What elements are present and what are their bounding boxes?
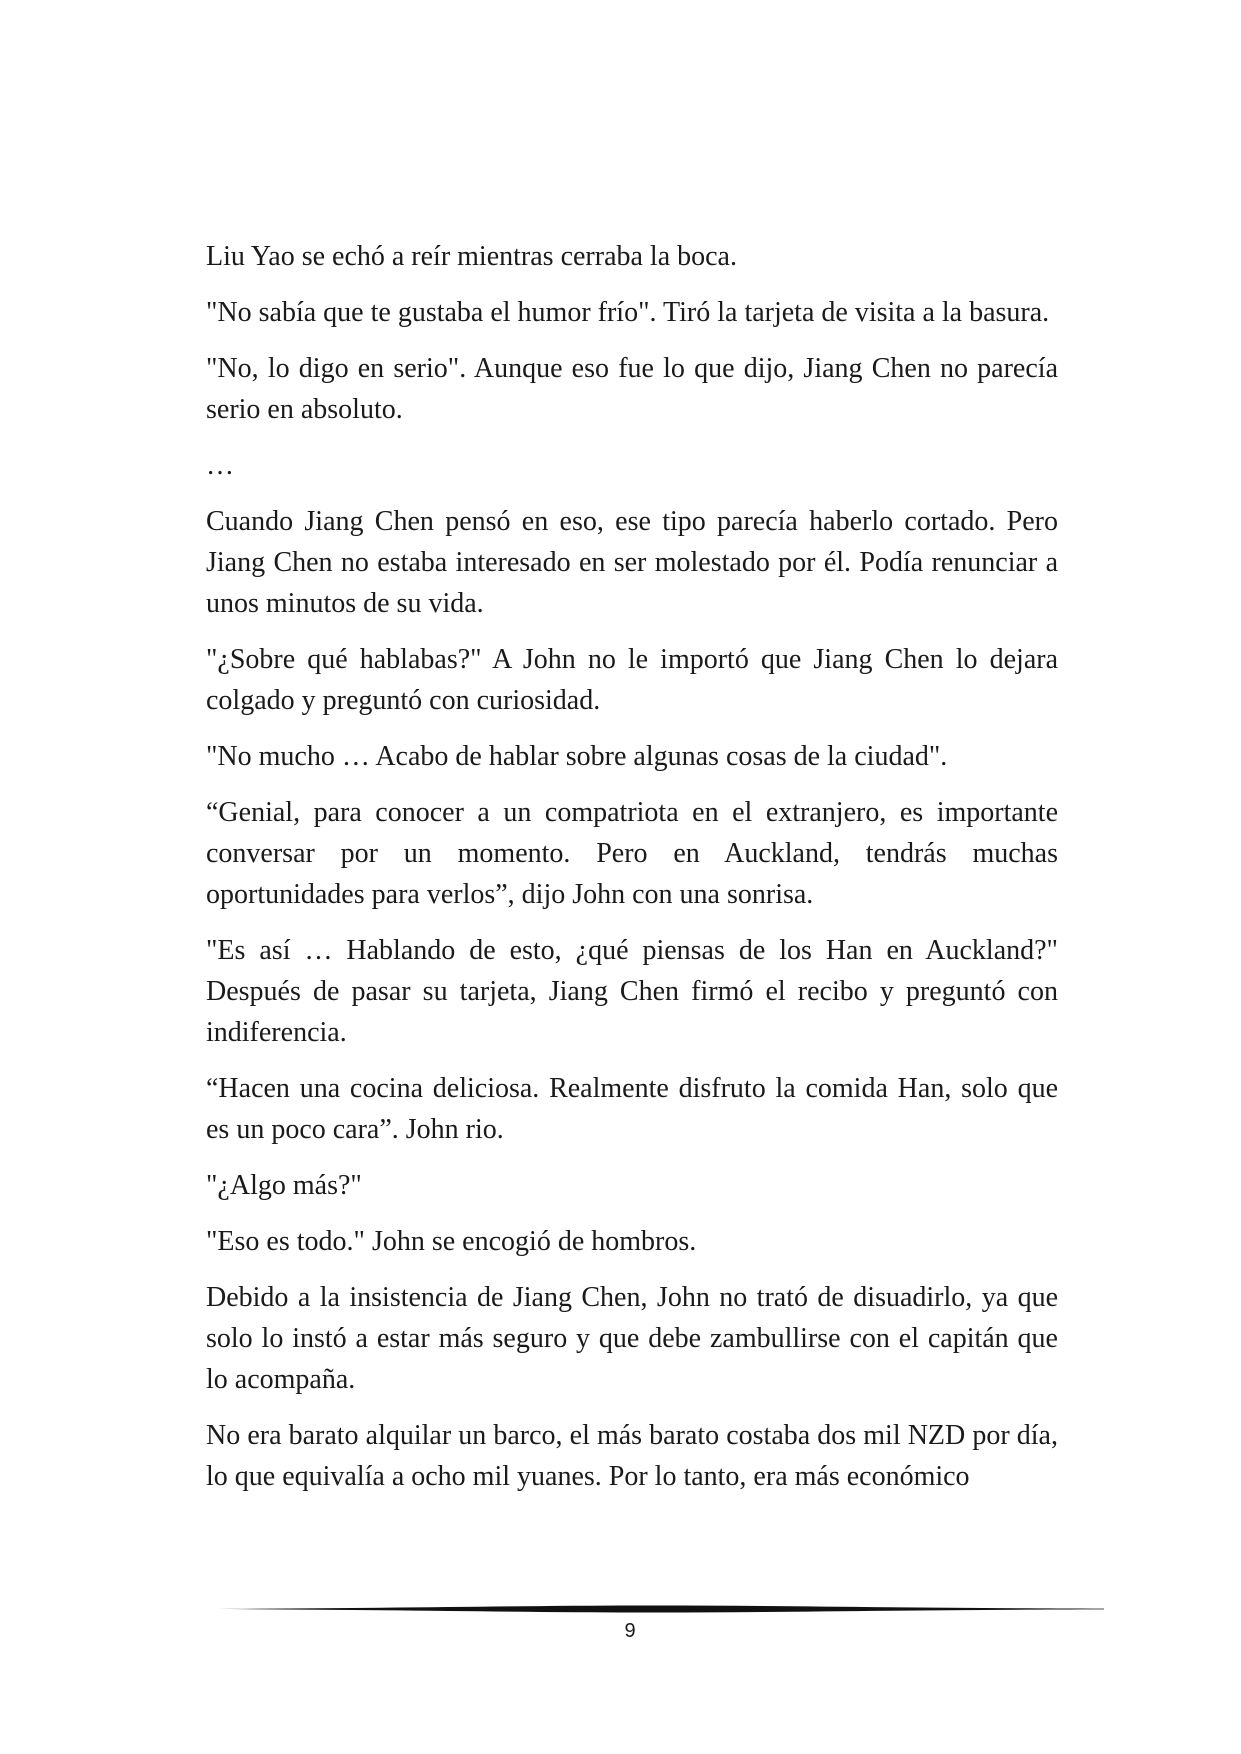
paragraph-12: "Eso es todo." John se encogió de hombros. bbox=[206, 1226, 697, 1257]
paragraph-7: "No mucho … Acabo de hablar sobre algunas cosas de la ciudad". bbox=[206, 741, 948, 772]
paragraph-1: Liu Yao se echó a reír mientras cerraba la boca. bbox=[206, 241, 737, 272]
page-number: 9 bbox=[624, 1620, 636, 1642]
body-text bbox=[206, 236, 1058, 1512]
paragraph-9: "Es así … Hablando de esto, ¿qué piensas de los Han en Auckland?" Después de pasar su tarjeta, Jiang Chen firmó el recibo y preguntó con indiferencia. bbox=[206, 935, 1058, 1048]
footer-divider bbox=[206, 1604, 1104, 1614]
scene-break: … bbox=[206, 450, 234, 481]
paragraph-6: "¿Sobre qué hablabas?" A John no le importó que Jiang Chen lo dejara colgado y preguntó con curiosidad. bbox=[206, 644, 1058, 716]
paragraph-10: “Hacen una cocina deliciosa. Realmente disfruto la comida Han, solo que es un poco cara”. John rio. bbox=[206, 1073, 1058, 1145]
paragraph-11: "¿Algo más?" bbox=[206, 1170, 362, 1201]
paragraph-3: "No, lo digo en serio". Aunque eso fue lo que dijo, Jiang Chen no parecía serio en absoluto. bbox=[206, 353, 1058, 425]
paragraph-14: No era barato alquilar un barco, el más barato costaba dos mil NZD por día, lo que equivalía a ocho mil yuanes. Por lo tanto, era más económico bbox=[206, 1420, 1058, 1492]
paragraph-5: Cuando Jiang Chen pensó en eso, ese tipo parecía haberlo cortado. Pero Jiang Chen no estaba interesado en ser molestado por él. Podía renunciar a unos minutos de su vida. bbox=[206, 506, 1058, 619]
paragraph-2: "No sabía que te gustaba el humor frío". Tiró la tarjeta de visita a la basura. bbox=[206, 297, 1050, 328]
paragraph-8: “Genial, para conocer a un compatriota en el extranjero, es importante conversar por un momento. Pero en Auckland, tendrás muchas oportunidades para verlos”, dijo John con una sonrisa. bbox=[206, 797, 1058, 910]
paragraph-13: Debido a la insistencia de Jiang Chen, John no trató de disuadirlo, ya que solo lo instó a estar más seguro y que debe zambullirse con el capitán que lo acompaña. bbox=[206, 1282, 1058, 1395]
